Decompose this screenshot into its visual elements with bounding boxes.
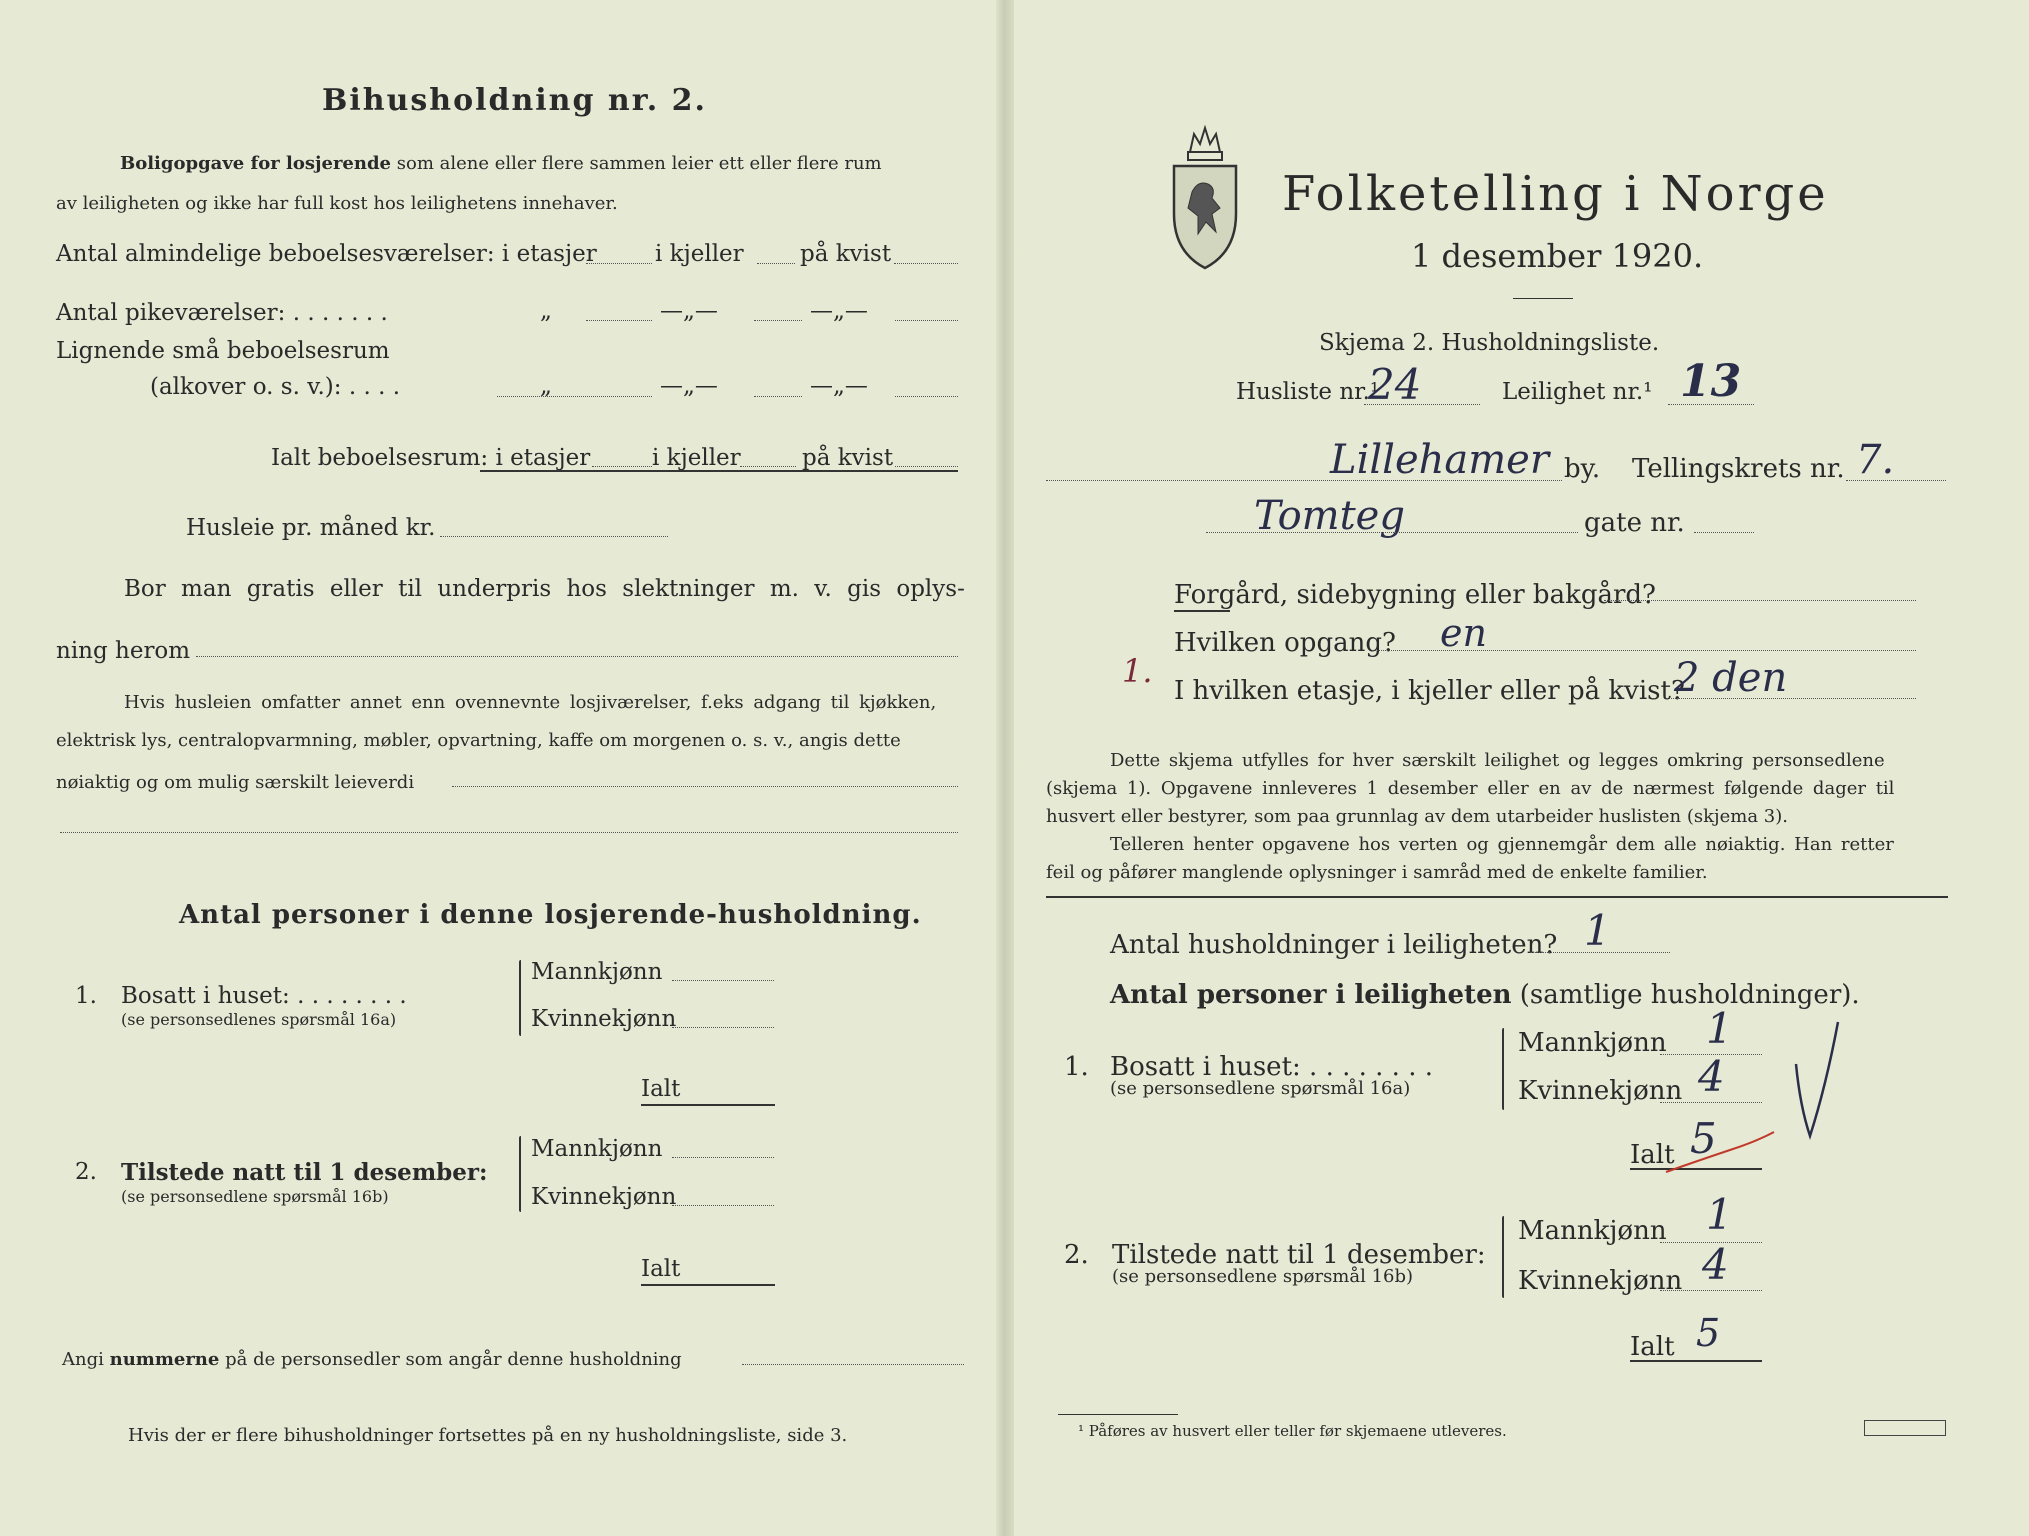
left-q2-total-line[interactable] bbox=[641, 1284, 775, 1286]
floor-line bbox=[1666, 698, 1916, 699]
right-q2-num: 2. bbox=[1064, 1240, 1089, 1270]
title-divider bbox=[1513, 298, 1573, 299]
yard-question: Forgård, sidebygning eller bakgård? bbox=[1174, 580, 1656, 610]
alcove-etasjer-line[interactable] bbox=[497, 396, 652, 397]
left-q2-sub: (se personsedlene spørsmål 16b) bbox=[121, 1187, 389, 1206]
street-number-line[interactable] bbox=[1694, 532, 1754, 533]
free-line2: ning herom bbox=[56, 638, 191, 664]
right-q1-male-label: Mannkjønn bbox=[1518, 1028, 1667, 1058]
left-q2-female-label: Kvinnekjønn bbox=[531, 1184, 677, 1210]
city-value[interactable]: Lillehamer bbox=[1330, 437, 1549, 483]
city-line bbox=[1046, 480, 1562, 481]
floor-question: I hvilken etasje, i kjeller eller på kvist? bbox=[1174, 676, 1685, 706]
left-q2-male-label: Mannkjønn bbox=[531, 1136, 663, 1162]
district-value[interactable]: 7. bbox=[1856, 437, 1895, 483]
left-q2: Tilstede natt til 1 desember: bbox=[121, 1159, 488, 1186]
similar-rooms-label: Lignende små beboelsesrum bbox=[56, 338, 390, 364]
ditto-6: —„— bbox=[810, 373, 868, 399]
right-q2-male-value[interactable]: 1 bbox=[1706, 1190, 1733, 1239]
right-q1-male-value[interactable]: 1 bbox=[1706, 1004, 1733, 1053]
left-q2-num: 2. bbox=[75, 1159, 97, 1185]
rent-note-line2[interactable] bbox=[60, 832, 958, 833]
rooms-cellar-line[interactable] bbox=[757, 263, 795, 264]
rent-note2: elektrisk lys, centralopvarmning, møbler, opvartning, kaffe om morgenen o. s. v., angis dette bbox=[56, 730, 901, 751]
street-value[interactable]: Tomteg bbox=[1254, 493, 1405, 539]
intro-line2: av leiligheten og ikke har full kost hos leilighetens innehaver. bbox=[56, 193, 618, 214]
rent-label: Husleie pr. måned kr. bbox=[186, 515, 436, 541]
instruction-1: Dette skjema utfylles for hver særskilt leilighet og legges omkring personsedlene bbox=[1110, 750, 1885, 771]
intro-bold: Boligopgave for losjerende bbox=[120, 153, 392, 174]
numbers-bold: nummerne bbox=[109, 1349, 220, 1370]
entrance-question: Hvilken opgang? bbox=[1174, 628, 1396, 658]
right-q2-brace bbox=[1502, 1216, 1504, 1298]
entrance-line bbox=[1372, 650, 1916, 651]
instruction-5: feil og påfører manglende oplysninger i samråd med de enkelte familier. bbox=[1046, 862, 1708, 883]
right-q2-female-line bbox=[1660, 1290, 1762, 1291]
ditto-2: —„— bbox=[660, 298, 718, 324]
total-attic-line[interactable] bbox=[895, 466, 958, 467]
page-fold bbox=[996, 0, 1014, 1536]
total-etasjer-line[interactable] bbox=[592, 466, 652, 467]
printer-stamp-icon bbox=[1864, 1420, 1946, 1436]
yard-line[interactable] bbox=[1604, 600, 1916, 601]
right-q2-total-line bbox=[1630, 1360, 1762, 1362]
left-q1: Bosatt i huset: . . . . . . . . bbox=[121, 983, 407, 1009]
footnote-divider bbox=[1058, 1414, 1178, 1415]
left-page bbox=[0, 0, 1005, 1536]
alcove-attic-line[interactable] bbox=[895, 396, 958, 397]
right-q1-female-value[interactable]: 4 bbox=[1698, 1052, 1725, 1101]
rooms-etasjer-line[interactable] bbox=[586, 263, 652, 264]
instruction-4: Telleren henter opgavene hos verten og gjennemgår dem alle nøiaktig. Han retter bbox=[1110, 834, 1894, 855]
rent-note1: Hvis husleien omfatter annet enn ovennevnte losjiværelser, f.eks adgang til kjøkken, bbox=[124, 692, 937, 713]
left-q2-brace bbox=[519, 1136, 521, 1212]
rooms-cellar-label: i kjeller bbox=[655, 241, 744, 267]
left-q1-female-line[interactable] bbox=[672, 1027, 774, 1028]
right-q1-sub: (se personsedlene spørsmål 16a) bbox=[1110, 1078, 1411, 1099]
ditto-3: —„— bbox=[810, 298, 868, 324]
households-question: Antal husholdninger i leiligheten? bbox=[1110, 930, 1558, 960]
right-q1-female-line bbox=[1660, 1102, 1762, 1103]
ditto-5: —„— bbox=[660, 373, 718, 399]
maid-attic-line[interactable] bbox=[895, 320, 958, 321]
apartment-value[interactable]: 13 bbox=[1680, 356, 1742, 407]
maid-etasjer-line[interactable] bbox=[586, 320, 652, 321]
instruction-2: (skjema 1). Opgavene innleveres 1 desember eller en av de nærmest følgende dager til bbox=[1046, 778, 1895, 799]
ditto-1: „ bbox=[540, 298, 552, 324]
floor-value[interactable]: 2 den bbox=[1674, 655, 1788, 701]
district-line bbox=[1846, 480, 1946, 481]
city-label: by. bbox=[1564, 454, 1601, 484]
check-mark-icon bbox=[1786, 1016, 1846, 1146]
right-q2-female-value[interactable]: 4 bbox=[1702, 1240, 1729, 1289]
numbers-rest: på de personsedler som angår denne husholdning bbox=[225, 1349, 682, 1370]
floor-mark: 1. bbox=[1122, 652, 1153, 690]
right-persons-heading-bold: Antal personer i leiligheten bbox=[1110, 980, 1512, 1010]
rooms-attic-label: på kvist bbox=[800, 241, 892, 267]
right-q2-male-label: Mannkjønn bbox=[1518, 1216, 1667, 1246]
total-cellar-label: i kjeller bbox=[652, 445, 741, 471]
left-q2-male-line[interactable] bbox=[672, 1157, 774, 1158]
right-q1-total-value[interactable]: 5 bbox=[1690, 1114, 1717, 1163]
maid-rooms-label: Antal pikeværelser: . . . . . . . bbox=[56, 300, 388, 326]
intro-rest: som alene eller flere sammen leier ett eller flere rum bbox=[396, 153, 882, 174]
household-list-value[interactable]: 24 bbox=[1368, 360, 1422, 409]
left-q1-brace bbox=[519, 960, 521, 1036]
left-q1-female-label: Kvinnekjønn bbox=[531, 1006, 677, 1032]
right-q2-sub: (se personsedlene spørsmål 16b) bbox=[1112, 1266, 1414, 1287]
households-value[interactable]: 1 bbox=[1584, 906, 1611, 955]
rooms-attic-line[interactable] bbox=[894, 263, 958, 264]
instruction-divider bbox=[1046, 896, 1948, 898]
ditto-4: „ bbox=[540, 373, 552, 399]
apartment-line bbox=[1668, 404, 1754, 405]
left-q1-total-line[interactable] bbox=[641, 1104, 775, 1106]
total-cellar-line[interactable] bbox=[740, 466, 796, 467]
free-line[interactable] bbox=[196, 656, 958, 657]
footnote: ¹ Påføres av husvert eller teller før skjemaene utleveres. bbox=[1078, 1422, 1507, 1440]
left-q1-num: 1. bbox=[75, 983, 97, 1009]
numbers-line[interactable] bbox=[742, 1364, 964, 1365]
right-q2-total-value[interactable]: 5 bbox=[1696, 1311, 1721, 1355]
right-title: Folketelling i Norge bbox=[1282, 166, 1829, 222]
right-q1-num: 1. bbox=[1064, 1052, 1089, 1082]
rent-note3: nøiaktig og om mulig særskilt leieverdi bbox=[56, 772, 415, 793]
left-q1-male-line[interactable] bbox=[672, 980, 774, 981]
households-line bbox=[1530, 952, 1670, 953]
free-line1: Bor man gratis eller til underpris hos slektninger m. v. gis oplys- bbox=[124, 576, 965, 602]
street-line bbox=[1206, 532, 1578, 533]
household-list-label: Husliste nr.¹ bbox=[1236, 379, 1380, 405]
red-check-mark-icon bbox=[1660, 1114, 1780, 1180]
household-list-line bbox=[1364, 404, 1480, 405]
maid-cellar-line[interactable] bbox=[754, 320, 802, 321]
total-rooms-label: Ialt beboelsesrum: i etasjer bbox=[271, 445, 591, 471]
district-label: Tellingskrets nr. bbox=[1632, 454, 1845, 484]
left-title: Bihusholdning nr. 2. bbox=[322, 83, 707, 118]
alcove-cellar-line[interactable] bbox=[754, 396, 802, 397]
apartment-label: Leilighet nr.¹ bbox=[1502, 379, 1653, 405]
right-q2: Tilstede natt til 1 desember: bbox=[1112, 1240, 1486, 1270]
numbers-prefix: Angi bbox=[62, 1349, 104, 1370]
left-q1-male-label: Mannkjønn bbox=[531, 959, 663, 985]
instruction-3: husvert eller bestyrer, som paa grunnlag av dem utarbeider huslisten (skjema 3). bbox=[1046, 806, 1788, 827]
left-q2-female-line[interactable] bbox=[672, 1205, 774, 1206]
alcoves-label: (alkover o. s. v.): . . . . bbox=[150, 374, 401, 400]
street-label: gate nr. bbox=[1584, 508, 1685, 538]
right-q1-female-label: Kvinnekjønn bbox=[1518, 1076, 1683, 1106]
rent-note-line1[interactable] bbox=[452, 786, 958, 787]
schema-label: Skjema 2. Husholdningsliste. bbox=[1319, 330, 1660, 356]
coat-of-arms-icon bbox=[1168, 122, 1242, 272]
right-persons-heading-rest: (samtlige husholdninger). bbox=[1519, 980, 1860, 1010]
right-q2-total-label: Ialt bbox=[1630, 1332, 1675, 1362]
right-q1: Bosatt i huset: . . . . . . . . bbox=[1110, 1052, 1434, 1082]
right-date: 1 desember 1920. bbox=[1411, 237, 1704, 275]
left-q1-sub: (se personsedlenes spørsmål 16a) bbox=[121, 1010, 397, 1029]
left-q1-total-label: Ialt bbox=[641, 1076, 681, 1102]
right-q1-total-label: Ialt bbox=[1630, 1140, 1675, 1170]
entrance-value[interactable]: en bbox=[1440, 611, 1487, 655]
total-attic-label: på kvist bbox=[802, 445, 894, 471]
right-q1-brace bbox=[1502, 1028, 1504, 1110]
rent-line[interactable] bbox=[440, 536, 668, 537]
yard-underline bbox=[1174, 610, 1230, 612]
right-q2-female-label: Kvinnekjønn bbox=[1518, 1266, 1683, 1296]
left-persons-heading: Antal personer i denne losjerende-husholdning. bbox=[179, 900, 922, 930]
left-footer: Hvis der er flere bihusholdninger fortsettes på en ny husholdningsliste, side 3. bbox=[128, 1425, 848, 1446]
rooms-label: Antal almindelige beboelsesværelser: i etasjer bbox=[56, 241, 597, 267]
left-q2-total-label: Ialt bbox=[641, 1256, 681, 1282]
